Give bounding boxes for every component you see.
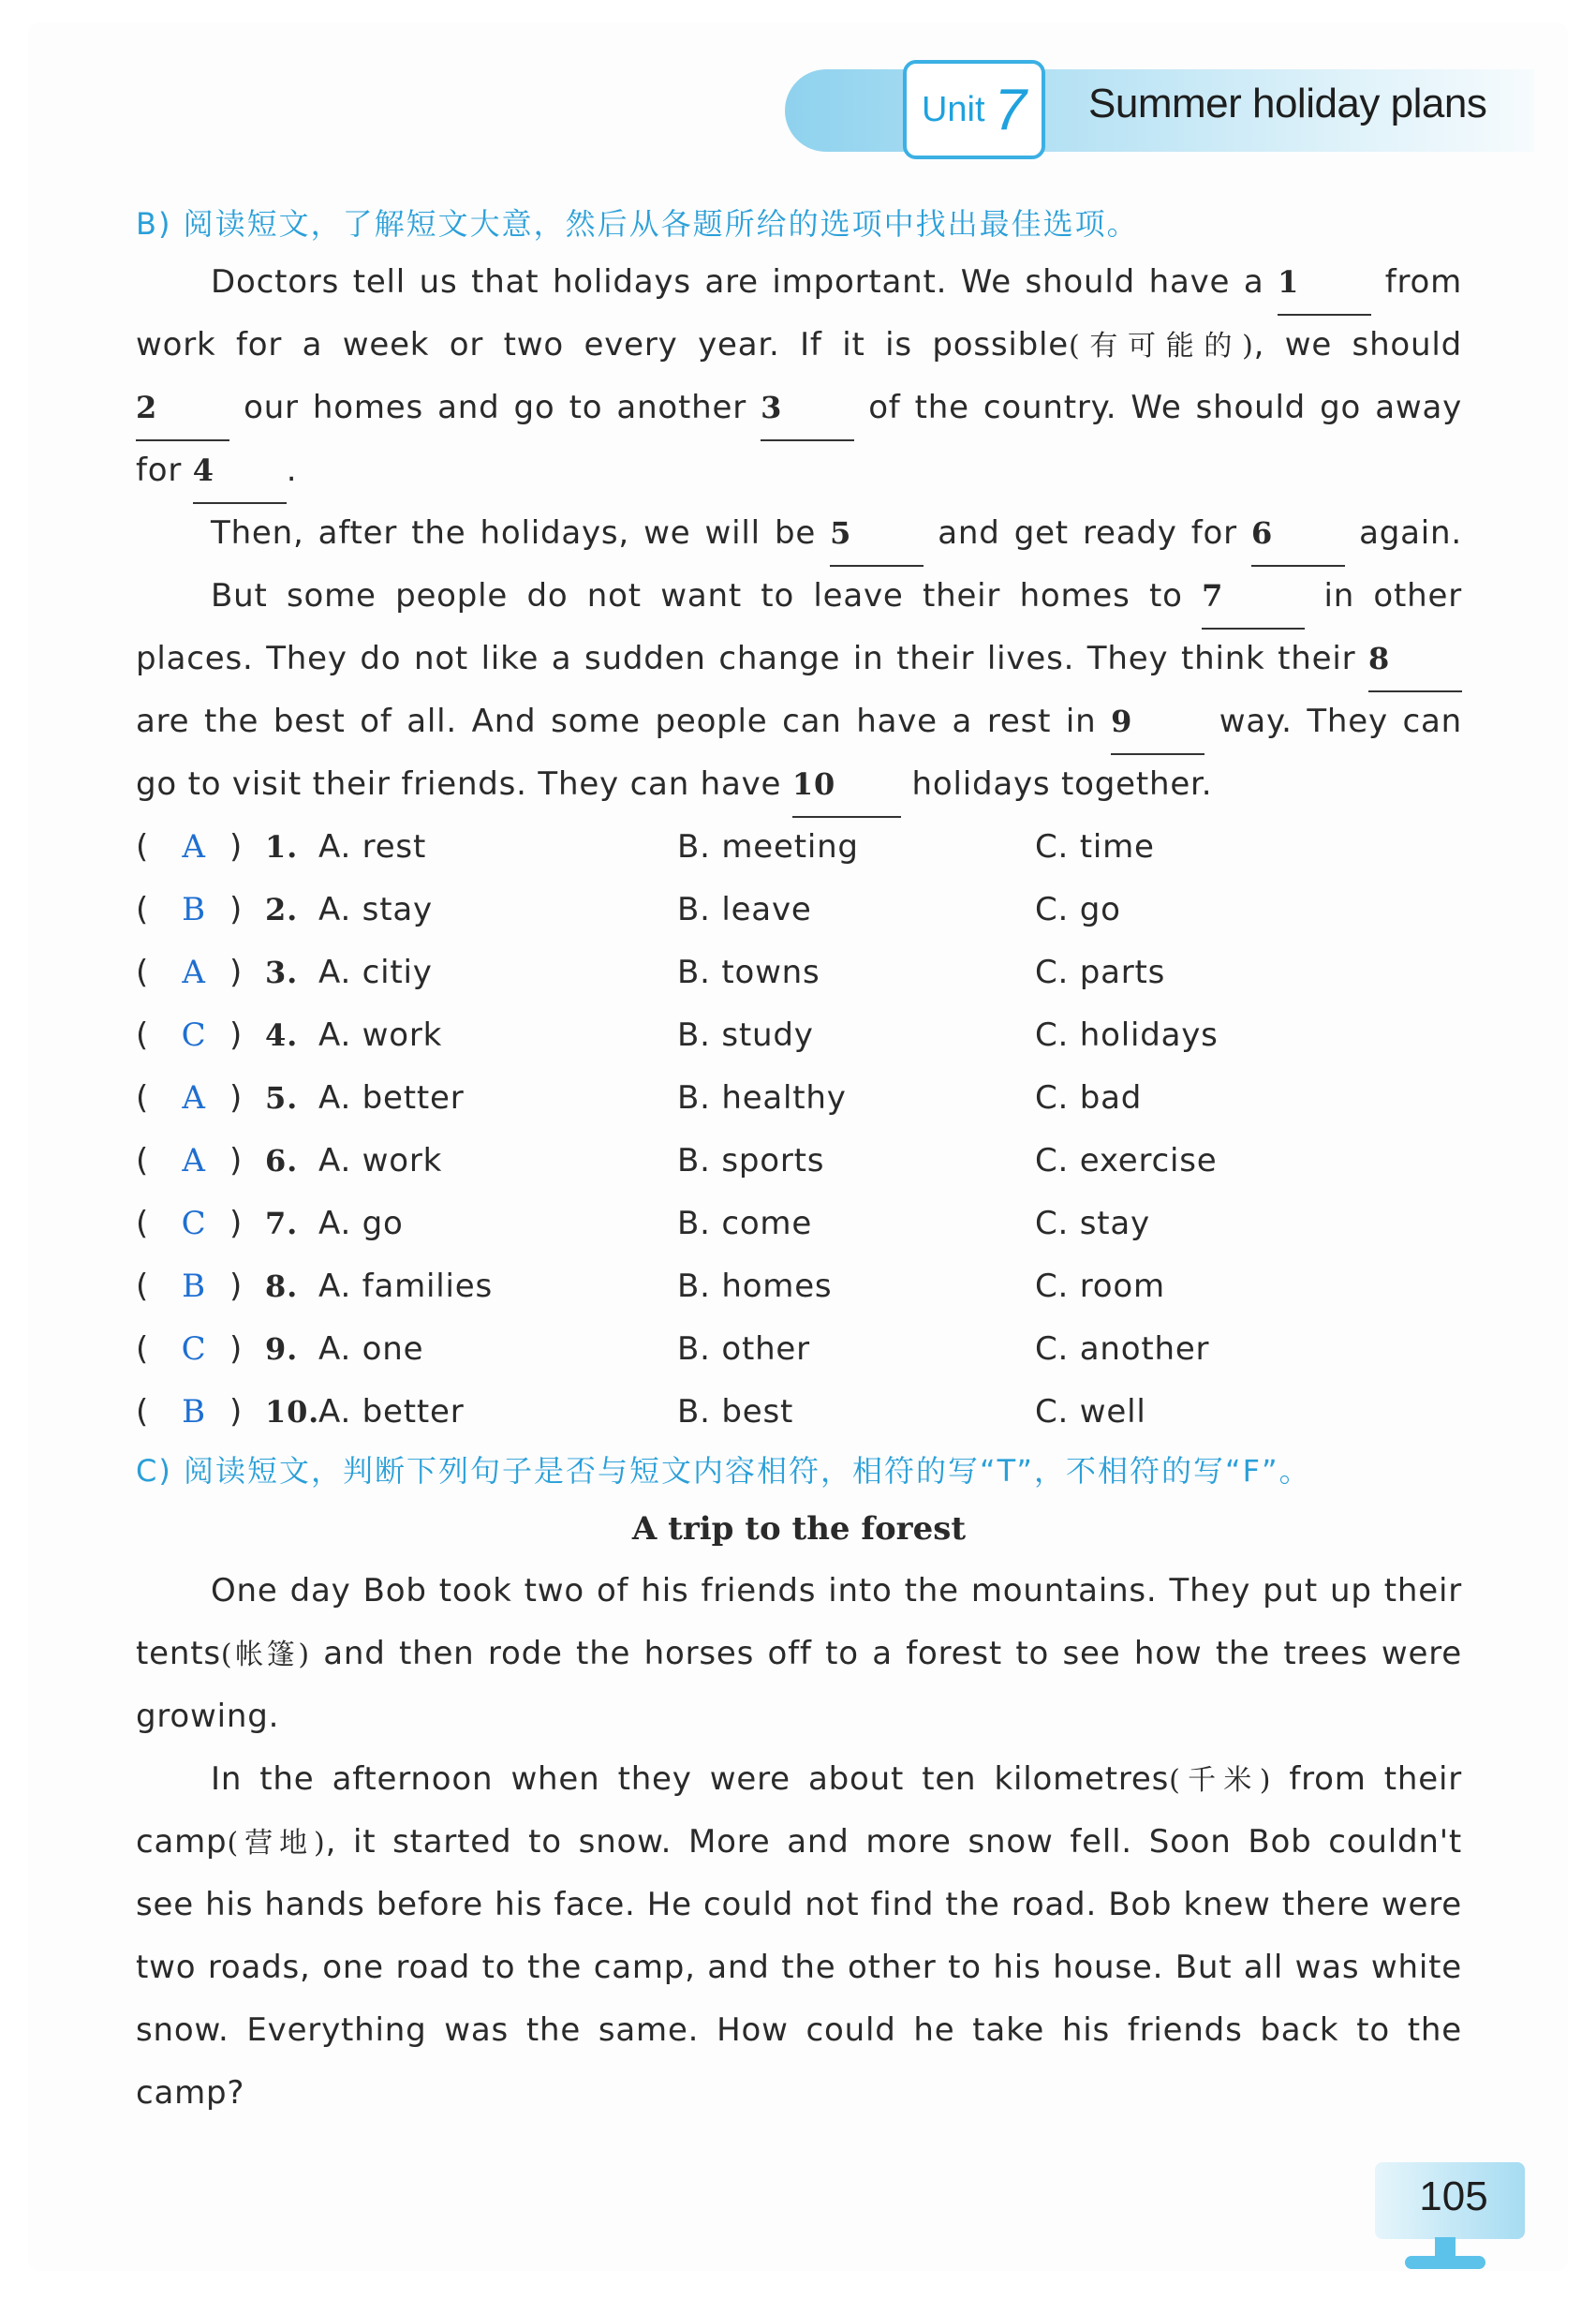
option-c: C. time bbox=[1035, 828, 1155, 866]
option-b: B. towns bbox=[677, 954, 820, 991]
option-a: A. one bbox=[318, 1330, 424, 1368]
question-number: 2. bbox=[265, 892, 299, 927]
question-number: 6. bbox=[265, 1143, 299, 1179]
blank-10: 10 bbox=[792, 753, 901, 818]
option-b: B. healthy bbox=[677, 1079, 847, 1117]
section-c-instruction: C) 阅读短文，判断下列句子是否与短文内容相符，相符的写“T”，不相符的写“F”。 bbox=[136, 1453, 1311, 1489]
blank-9: 9 bbox=[1111, 690, 1204, 755]
close-paren: ) bbox=[229, 1016, 244, 1054]
option-b: B. study bbox=[677, 1016, 814, 1054]
text-line: snow. Everything was the same. How could he take his friends back to the bbox=[136, 2011, 1462, 2049]
options-list bbox=[136, 816, 1462, 1444]
answer-mark: C bbox=[181, 1016, 207, 1054]
blank-5: 5 bbox=[830, 502, 924, 567]
blank-2: 2 bbox=[136, 377, 229, 441]
answer-mark: A bbox=[182, 1142, 206, 1179]
answer-mark: B bbox=[182, 1393, 206, 1431]
question-row bbox=[136, 1193, 1462, 1255]
text-line: camp? bbox=[136, 2074, 245, 2112]
option-b: B. homes bbox=[677, 1268, 833, 1305]
option-a: A. better bbox=[318, 1079, 465, 1117]
question-row bbox=[136, 1130, 1462, 1193]
option-a: A. work bbox=[318, 1016, 443, 1054]
unit-title: Summer holiday plans bbox=[1088, 81, 1487, 126]
option-c: C. well bbox=[1035, 1393, 1146, 1431]
text-line: Then, after the holidays, we will be 5 and get ready for 6 again. bbox=[136, 502, 1462, 565]
open-paren: ( bbox=[136, 1205, 150, 1242]
text-line: But some people do not want to leave their homes to 7 in other bbox=[136, 565, 1462, 628]
question-number: 7. bbox=[265, 1206, 299, 1241]
blank-7: 7 bbox=[1202, 565, 1305, 630]
option-b: B. sports bbox=[677, 1142, 825, 1179]
question-row bbox=[136, 1067, 1462, 1130]
text-line: for 4 . bbox=[136, 439, 1462, 502]
text-line: 2 our homes and go to another 3 of the country. We should go away bbox=[136, 377, 1462, 439]
answer-mark: B bbox=[182, 891, 206, 928]
question-number: 5. bbox=[265, 1080, 299, 1116]
answer-mark: A bbox=[182, 828, 206, 866]
text-line: One day Bob took two of his friends into the mountains. They put up their bbox=[211, 1572, 1462, 1609]
open-paren: ( bbox=[136, 891, 150, 928]
text-line: see his hands before his face. He could not find the road. Bob knew there were bbox=[136, 1886, 1462, 1923]
option-a: A. stay bbox=[318, 891, 433, 928]
open-paren: ( bbox=[136, 1268, 150, 1305]
text-line: places. They do not like a sudden change in their lives. They think their 8 bbox=[136, 628, 1462, 690]
section-b-instruction: B) 阅读短文，了解短文大意，然后从各题所给的选项中找出最佳选项。 bbox=[136, 206, 1139, 242]
text-line: Doctors tell us that holidays are important. We should have a 1 from bbox=[136, 251, 1462, 314]
option-a: A. better bbox=[318, 1393, 465, 1431]
close-paren: ) bbox=[229, 1205, 244, 1242]
page-number-badge bbox=[1369, 2149, 1538, 2280]
option-b: B. come bbox=[677, 1205, 813, 1242]
open-paren: ( bbox=[136, 1016, 150, 1054]
text-line: work for a week or two every year. If it is possible(有可能的), we should bbox=[136, 326, 1462, 363]
section-b-paragraph-1 bbox=[136, 251, 1462, 502]
answer-mark: A bbox=[182, 1079, 206, 1117]
question-number: 10. bbox=[265, 1394, 320, 1430]
question-row bbox=[136, 1318, 1462, 1381]
close-paren: ) bbox=[229, 954, 244, 991]
option-a: A. work bbox=[318, 1142, 443, 1179]
open-paren: ( bbox=[136, 1142, 150, 1179]
answer-mark: C bbox=[181, 1330, 207, 1368]
option-b: B. best bbox=[677, 1393, 794, 1431]
question-number: 8. bbox=[265, 1268, 299, 1304]
question-number: 3. bbox=[265, 955, 299, 990]
option-b: B. leave bbox=[677, 891, 812, 928]
close-paren: ) bbox=[229, 828, 244, 866]
close-paren: ) bbox=[229, 1268, 244, 1305]
blank-4: 4 bbox=[193, 439, 287, 504]
option-a: A. citiy bbox=[318, 954, 433, 991]
section-b-paragraph-3 bbox=[136, 565, 1462, 816]
blank-1: 1 bbox=[1278, 251, 1371, 316]
close-paren: ) bbox=[229, 1079, 244, 1117]
question-row bbox=[136, 879, 1462, 942]
question-number: 1. bbox=[265, 829, 299, 865]
option-a: A. families bbox=[318, 1268, 493, 1305]
blank-3: 3 bbox=[761, 377, 854, 441]
option-c: C. bad bbox=[1035, 1079, 1143, 1117]
answer-mark: B bbox=[182, 1268, 206, 1305]
close-paren: ) bbox=[229, 1142, 244, 1179]
option-c: C. exercise bbox=[1035, 1142, 1218, 1179]
page-number: 105 bbox=[1419, 2173, 1488, 2219]
answer-mark: A bbox=[182, 954, 206, 991]
section-b-paragraph-2 bbox=[136, 502, 1462, 565]
blank-6: 6 bbox=[1251, 502, 1345, 567]
blank-8: 8 bbox=[1368, 628, 1462, 692]
open-paren: ( bbox=[136, 828, 150, 866]
unit-badge bbox=[903, 60, 1045, 159]
text-line: go to visit their friends. They can have 10 holidays together. bbox=[136, 753, 1462, 816]
open-paren: ( bbox=[136, 954, 150, 991]
option-c: C. another bbox=[1035, 1330, 1210, 1368]
text-line: are the best of all. And some people can have a rest in 9 way. They can bbox=[136, 690, 1462, 753]
option-c: C. holidays bbox=[1035, 1016, 1219, 1054]
unit-word: Unit bbox=[921, 89, 985, 129]
option-c: C. parts bbox=[1035, 954, 1166, 991]
question-row bbox=[136, 816, 1462, 879]
question-number: 9. bbox=[265, 1331, 299, 1367]
section-c-paragraph-1 bbox=[136, 1560, 1462, 1748]
open-paren: ( bbox=[136, 1393, 150, 1431]
text-line: two roads, one road to the camp, and the other to his house. But all was white bbox=[136, 1949, 1462, 1986]
text-line: tents(帐篷) and then rode the horses off to a forest to see how the trees were bbox=[136, 1635, 1462, 1672]
unit-header bbox=[785, 60, 1553, 163]
open-paren: ( bbox=[136, 1079, 150, 1117]
close-paren: ) bbox=[229, 891, 244, 928]
question-row bbox=[136, 1004, 1462, 1067]
option-c: C. stay bbox=[1035, 1205, 1150, 1242]
text-line: camp(营地), it started to snow. More and more snow fell. Soon Bob couldn't bbox=[136, 1823, 1462, 1861]
text-line: In the afternoon when they were about ten kilometres(千米) from their bbox=[211, 1760, 1463, 1798]
question-row bbox=[136, 942, 1462, 1004]
option-b: B. other bbox=[677, 1330, 810, 1368]
option-a: A. rest bbox=[318, 828, 427, 866]
answer-mark: C bbox=[181, 1205, 207, 1242]
page-number-base bbox=[1405, 2256, 1485, 2269]
option-b: B. meeting bbox=[677, 828, 859, 866]
option-c: C. go bbox=[1035, 891, 1121, 928]
question-row bbox=[136, 1381, 1462, 1444]
page-content bbox=[136, 197, 1462, 2125]
close-paren: ) bbox=[229, 1393, 244, 1431]
section-c-paragraph-2 bbox=[136, 1748, 1462, 2125]
passage-title: A trip to the forest bbox=[631, 1510, 967, 1548]
question-row bbox=[136, 1255, 1462, 1318]
option-c: C. room bbox=[1035, 1268, 1165, 1305]
close-paren: ) bbox=[229, 1330, 244, 1368]
option-a: A. go bbox=[318, 1205, 404, 1242]
text-line: growing. bbox=[136, 1698, 280, 1735]
open-paren: ( bbox=[136, 1330, 150, 1368]
unit-number: 7 bbox=[994, 77, 1027, 142]
question-number: 4. bbox=[265, 1017, 299, 1053]
